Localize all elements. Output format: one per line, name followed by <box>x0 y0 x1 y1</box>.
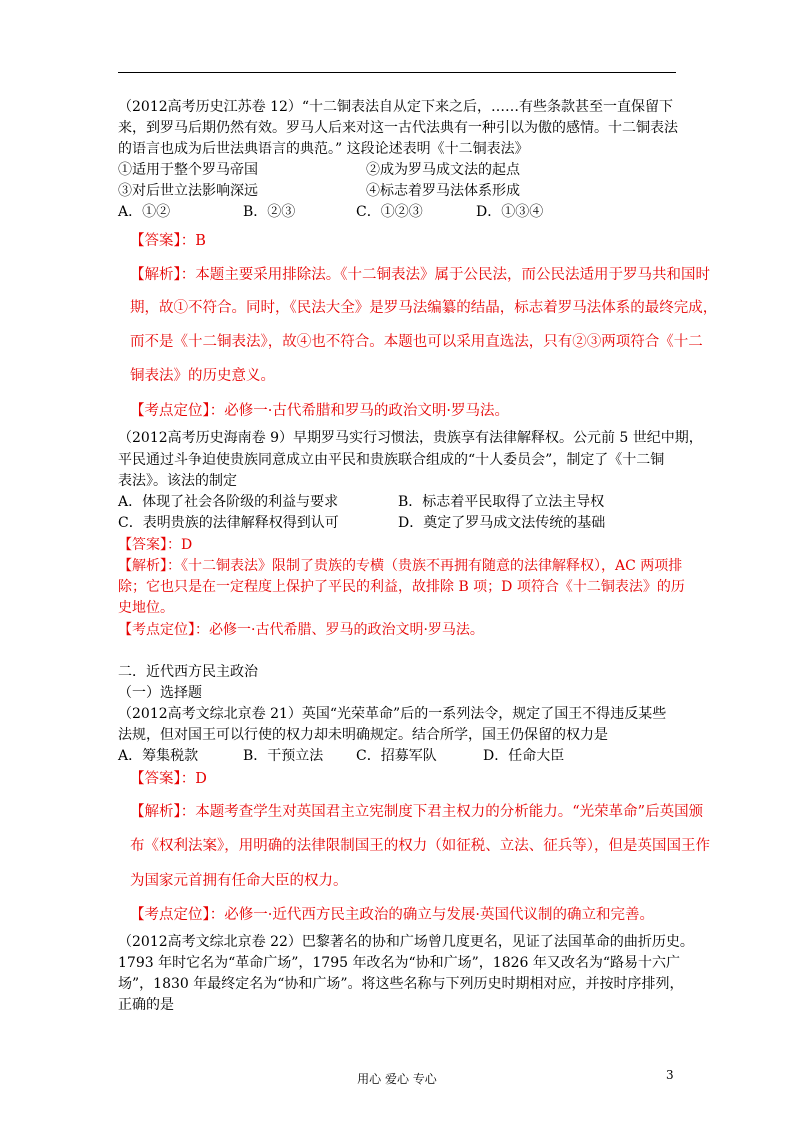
q2-option-d: D．奠定了罗马成文法传统的基础 <box>398 515 606 531</box>
q1-line-2: 来，到罗马后期仍然有效。罗马人后来对这一古代法典有一种引以为傲的感情。十二铜表法 <box>118 120 678 136</box>
q4-line-1: （2012高考文综北京卷 22）巴黎著名的协和广场曾几度更名，见证了法国革命的曲折历史。 <box>118 934 694 950</box>
q2-analysis-line-3: 史地位。 <box>118 600 174 616</box>
q2-line-2: 平民通过斗争迫使贵族同意成立由平民和贵族联合组成的“十人委员会”，制定了《十二铜 <box>118 452 665 468</box>
q3-choice-b: B．干预立法 <box>243 748 324 764</box>
q1-answer: 【答案】：B <box>130 233 206 249</box>
page-number: 3 <box>666 1068 674 1082</box>
q4-line-2: 1793 年时它名为“革命广场”，1795 年改名为“协和广场”，1826 年又改名为“路易十六广 <box>118 955 681 971</box>
q3-analysis-line-1: 【解析】：本题考查学生对英国君主立宪制度下君主权力的分析能力。“光荣革命”后英国颁 <box>130 804 704 820</box>
q1-line-3: 的语言也成为后世法典语言的典范。” 这段论述表明《十二铜表法》 <box>118 141 529 157</box>
q3-line-1: （2012高考文综北京卷 21）英国“光荣革命”后的一系列法令，规定了国王不得违反某些 <box>118 706 667 722</box>
header-rule <box>118 72 676 73</box>
q1-analysis-line-2: 期，故①不符合。同时，《民法大全》是罗马法编纂的结晶，标志着罗马法体系的最终完成， <box>130 300 718 316</box>
q1-analysis-line-1: 【解析】：本题主要采用排除法。《十二铜表法》属于公民法，而公民法适用于罗马共和国时 <box>130 267 710 283</box>
q3-point: 【考点定位】：必修一·近代西方民主政治的确立与发展·英国代议制的确立和完善。 <box>130 907 654 923</box>
q1-choice-a: A．①② <box>118 204 171 220</box>
q1-option-1: ①适用于整个罗马帝国 <box>118 162 258 178</box>
section-title: 二．近代西方民主政治 <box>118 664 258 680</box>
q3-choice-c: C．招募军队 <box>356 748 437 764</box>
q1-analysis-line-4: 铜表法》的历史意义。 <box>130 368 275 384</box>
q2-option-c: C．表明贵族的法律解释权得到认可 <box>118 515 339 531</box>
q4-line-3: 场”，1830 年最终定名为“协和广场”。将这些名称与下列历史时期相对应，并按时序排列， <box>118 976 684 992</box>
q3-line-2: 法规，但对国王可以行使的权力却未明确规定。结合所学，国王仍保留的权力是 <box>118 727 608 743</box>
q1-choice-b: B．②③ <box>243 204 296 220</box>
q2-analysis-line-1: 【解析】：《十二铜表法》限制了贵族的专横（贵族不再拥有随意的法律解释权），AC 两项排 <box>118 558 683 574</box>
page-footer: 用心 爱心 专心 <box>357 1072 437 1086</box>
q1-option-2: ②成为罗马成文法的起点 <box>366 162 520 178</box>
q3-answer: 【答案】：D <box>130 771 207 787</box>
q1-option-3: ③对后世立法影响深远 <box>118 183 258 199</box>
q3-choice-a: A．筹集税款 <box>118 748 199 764</box>
q2-analysis-line-2: 除；它也只是在一定程度上保护了平民的利益，故排除 B 项；D 项符合《十二铜表法》的历 <box>118 579 685 595</box>
q2-answer: 【答案】：D <box>118 537 193 553</box>
q1-option-4: ④标志着罗马法体系形成 <box>366 183 520 199</box>
q2-point: 【考点定位】：必修一·古代希腊、罗马的政治文明·罗马法。 <box>118 622 484 638</box>
section-subtitle: （一）选择题 <box>118 685 202 701</box>
q1-analysis-line-3: 而不是《十二铜表法》，故④也不符合。本题也可以采用直选法，只有②③两项符合《十二 <box>130 334 703 350</box>
q4-line-4: 正确的是 <box>118 997 174 1013</box>
q1-choice-c: C．①②③ <box>356 204 423 220</box>
q1-choice-d: D．①③④ <box>476 204 544 220</box>
q2-option-a: A．体现了社会各阶级的利益与要求 <box>118 494 339 510</box>
q2-line-1: （2012高考历史海南卷 9）早期罗马实行习惯法，贵族享有法律解释权。公元前 5 世纪中期， <box>118 430 703 446</box>
q3-analysis-line-3: 为国家元首拥有任命大臣的权力。 <box>130 873 348 889</box>
q2-option-b: B．标志着平民取得了立法主导权 <box>398 494 605 510</box>
q3-analysis-line-2: 布《权利法案》，用明确的法律限制国王的权力（如征税、立法、征兵等），但是英国国王作 <box>130 838 710 854</box>
q3-choice-d: D．任命大臣 <box>483 748 565 764</box>
q1-point: 【考点定位】：必修一·古代希腊和罗马的政治文明·罗马法。 <box>130 403 509 419</box>
q1-line-1: （2012高考历史江苏卷 12）“十二铜表法自从定下来之后，……有些条款甚至一直保留下 <box>118 99 674 115</box>
q2-line-3: 表法》。该法的制定 <box>118 473 237 489</box>
